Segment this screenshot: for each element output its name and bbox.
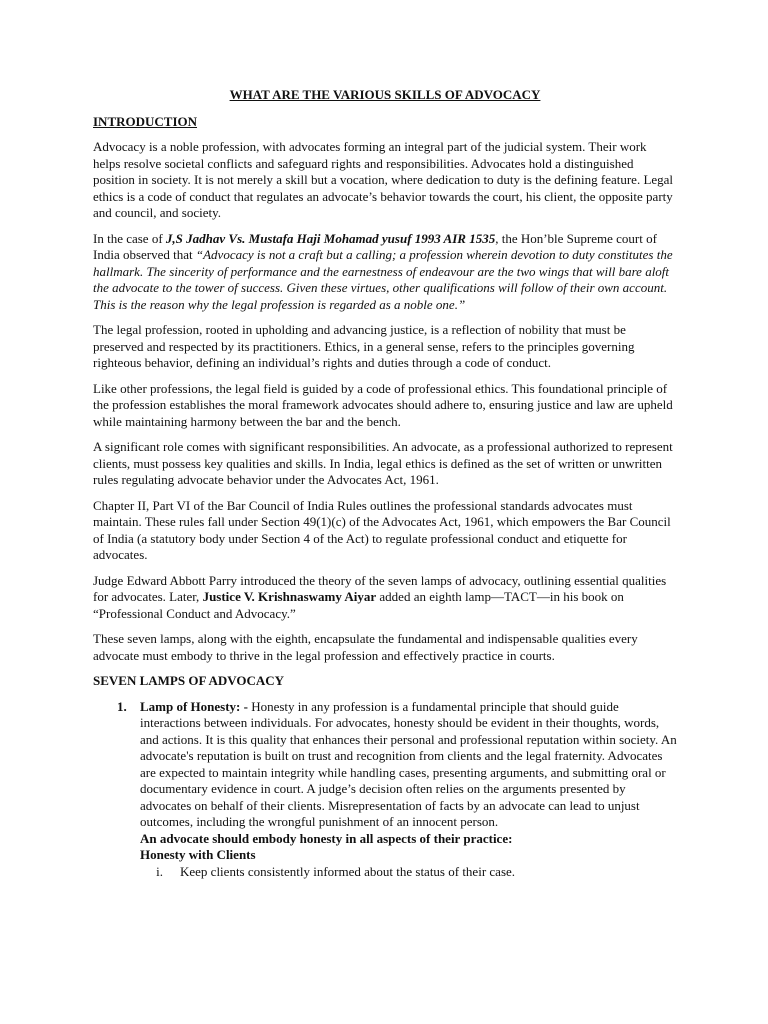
paragraph-legal-profession: The legal profession, rooted in upholding and advancing justice, is a reflection of nobility that must be preserved and respected by its practitioners. Ethics, in a general sense, refers to the principles governing righteous behavior, defining an individual’s rights and duties through a code of conduct. bbox=[93, 322, 635, 370]
paragraph-case bbox=[93, 231, 677, 314]
seven-lamps-heading: SEVEN LAMPS OF ADVOCACY bbox=[93, 673, 285, 688]
honesty-label: Lamp of Honesty: - bbox=[140, 698, 248, 714]
paragraph-responsibilities: A significant role comes with significant responsibilities. An advocate, as a professional authorized to represent clients, must possess key qualities and skills. In India, legal ethics is defined as the set of written or unwritten rules regulating advocate behavior under the Advocates Act, 1961. bbox=[93, 439, 673, 487]
aiyar-name: Justice V. Krishnaswamy Aiyar bbox=[202, 589, 377, 604]
case-lead-text: In the case of bbox=[93, 230, 166, 246]
paragraph-intro: Advocacy is a noble profession, with advocates forming an integral part of the judicial system. Their work helps resolve societal conflicts and safeguard rights and responsibilities. Advocates hold a distinguished position in society. It is not merely a skill but a vocation, where dedication to duty is the defining feature. Legal ethics is a code of conduct that regulates an advocate’s behavior towards the court, his client, the opposite party and council, and society. bbox=[93, 139, 674, 220]
document-title: WHAT ARE THE VARIOUS SKILLS OF ADVOCACY bbox=[229, 87, 541, 102]
paragraph-eight-lamps: These seven lamps, along with the eighth, encapsulate the fundamental and indispensable qualities every advocate must embody to thrive in the legal profession and effectively practice in courts. bbox=[93, 631, 638, 663]
honesty-with-clients-heading: Honesty with Clients bbox=[140, 847, 256, 862]
list-item-number: 1. bbox=[117, 698, 127, 714]
honesty-bold-statement: An advocate should embody honesty in all aspects of their practice: bbox=[140, 830, 513, 846]
eighth-lamp-text: added an eighth lamp—TACT—in his book on “Professional Conduct and Advocacy.” bbox=[93, 589, 624, 621]
honesty-paragraph bbox=[140, 699, 677, 831]
sub-list-item-text: Keep clients consistently informed about the status of their case. bbox=[180, 863, 516, 879]
case-court-text: , the Hon’ble Supreme court of India observed that bbox=[93, 230, 657, 262]
parry-text: Judge Edward Abbott Parry introduced the theory of the seven lamps of advocacy, outlining essential qualities for advocates. Later, bbox=[93, 572, 667, 604]
sub-list-item-number: i. bbox=[156, 863, 163, 879]
lamps-list bbox=[93, 699, 677, 881]
introduction-heading: INTRODUCTION bbox=[93, 113, 198, 129]
paragraph-seven-lamps-theory bbox=[93, 573, 677, 623]
list-item-lamp-of-honesty bbox=[117, 699, 677, 864]
paragraph-bar-council: Chapter II, Part VI of the Bar Council of India Rules outlines the professional standards advocates must maintain. These rules fall under Section 49(1)(c) of the Advocates Act, 1961, which empowers the Bar Council of India (a statutory body under Section 4 of the Act) to regulate professional conduct and etiquette for advocates. bbox=[93, 497, 671, 562]
case-citation: J,S Jadhav Vs. Mustafa Haji Mohamad yusuf 1993 AIR 1535 bbox=[165, 230, 496, 246]
honesty-text: Honesty in any profession is a fundamental principle that should guide interactions between individuals. For advocates, honesty should be evident in their thoughts, words, and actions. It is this quality that enhances their personal and professional reputation within society. An advocate's reputation is built on trust and recognition from clients and the legal fraternity. Advocates are expected to maintain integrity while handling cases, presenting arguments, and submitting oral or documentary evidence in court. A judge’s decision often relies on the arguments presented by advocates on behalf of their clients. Misrepresentation of facts by an advocate can lead to unjust outcomes, including the wrongful punishment of an innocent person. bbox=[140, 698, 677, 829]
paragraph-professional-ethics: Like other professions, the legal field is guided by a code of professional ethics. This foundational principle of the profession establishes the moral framework advocates should adhere to, ensuring justice and law are upheld while maintaining harmony between the bar and the bench. bbox=[93, 380, 673, 429]
case-quote: “Advocacy is not a craft but a calling; a profession wherein devotion to duty constitutes the hallmark. The sincerity of performance and the earnestness of endeavour are the two wings that will bare aloft the advocate to the tower of success. Given these virtues, other qualifications will follow of their own account. This is the reason why the legal profession is regarded as a noble one.” bbox=[93, 247, 673, 312]
document-body bbox=[93, 87, 677, 880]
sub-list-item bbox=[133, 864, 677, 881]
list-item-body bbox=[140, 699, 677, 864]
